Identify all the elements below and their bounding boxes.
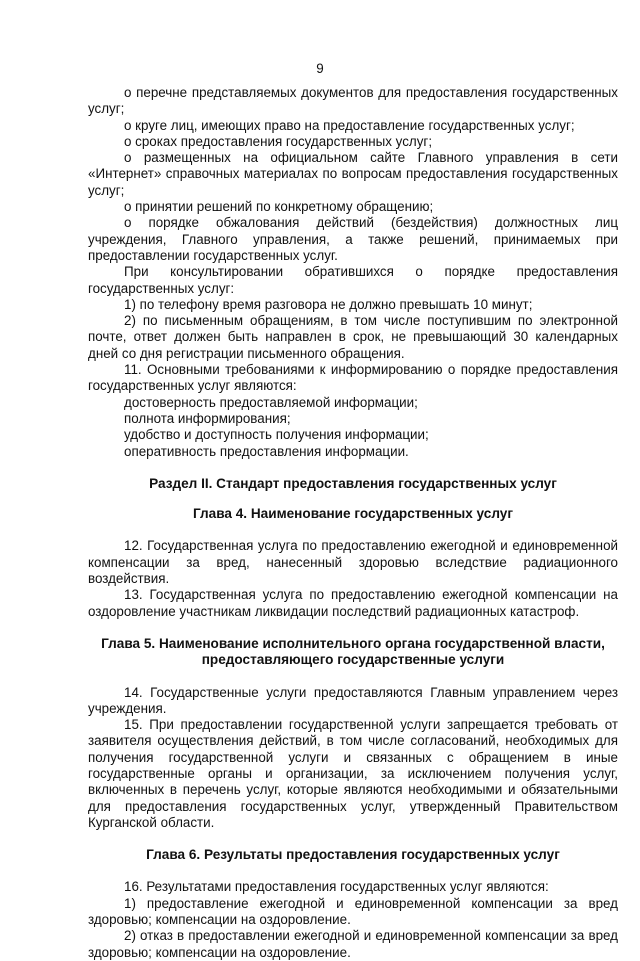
paragraph-14: 14. Государственные услуги предоставляются Главным управлением через учреждения. bbox=[88, 684, 618, 716]
paragraph-completeness: полнота информирования; bbox=[124, 410, 291, 426]
paragraph-decisions: о принятии решений по конкретному обращению; bbox=[124, 199, 434, 215]
paragraph-appeals: о порядке обжалования действий (бездействия) должностных лиц учреждения, Главного управления, а также решений, принимаемых при предоставлении государственных услуг. bbox=[88, 215, 618, 263]
paragraph-documents-list: о перечне представляемых документов для предоставления государственных услуг; bbox=[88, 85, 618, 117]
chapter-5-heading: Глава 5. Наименование исполнительного органа государственной власти, предоставляющего государственные услуги bbox=[101, 635, 605, 668]
paragraph-written-requests: 2) по письменным обращениям, в том числе поступившим по электронной почте, ответ должен быть направлен в срок, не превышающий 30 календарных дней со дня регистрации письменного обращения. bbox=[88, 313, 618, 361]
paragraph-16: 16. Результатами предоставления государственных услуг являются: bbox=[124, 879, 549, 895]
paragraph-16-item-2: 2) отказ в предоставлении ежегодной и единовременной компенсации за вред здоровью; компенсации на оздоровление. bbox=[88, 928, 618, 960]
paragraph-reliability: достоверность предоставляемой информации; bbox=[124, 394, 418, 410]
paragraph-service-terms: о сроках предоставления государственных услуг; bbox=[124, 133, 433, 149]
paragraph-consulting: При консультировании обратившихся о порядке предоставления государственных услуг: bbox=[88, 264, 618, 296]
paragraph-phone-limit: 1) по телефону время разговора не должно превышать 10 минут; bbox=[124, 296, 533, 312]
paragraph-eligible-persons: о круге лиц, имеющих право на предоставление государственных услуг; bbox=[124, 117, 575, 133]
chapter-6-heading: Глава 6. Результаты предоставления государственных услуг bbox=[146, 847, 560, 863]
paragraph-website-materials: о размещенных на официальном сайте Главного управления в сети «Интернет» справочных материалах по вопросам предоставления государственных услуг; bbox=[88, 150, 618, 198]
paragraph-15: 15. При предоставлении государственной услуги запрещается требовать от заявителя осуществления действий, в том числе согласований, необходимых для получения государственной услуги и связанных с обращением в иные государственные органы и организации, за исключением получения услуг, включенных в перечень услуг, которые являются необходимыми и обязательными для предоставления государственных услуг, утвержденный Правительством Курганской области. bbox=[88, 717, 618, 830]
paragraph-13: 13. Государственная услуга по предоставлению ежегодной компенсации на оздоровление участникам ликвидации последствий радиационных катастроф. bbox=[88, 587, 618, 619]
page-number: 9 bbox=[316, 61, 324, 76]
paragraph-requirements: 11. Основными требованиями к информированию о порядке предоставления государственных услуг являются: bbox=[88, 362, 618, 394]
chapter-4-heading: Глава 4. Наименование государственных услуг bbox=[192, 506, 514, 522]
document-body bbox=[88, 85, 618, 961]
paragraph-promptness: оперативность предоставления информации. bbox=[124, 443, 409, 459]
paragraph-12: 12. Государственная услуга по предоставлению ежегодной и единовременной компенсации за вред, нанесенный здоровью вследствие радиационного воздействия. bbox=[88, 538, 618, 587]
paragraph-convenience: удобство и доступность получения информации; bbox=[124, 427, 429, 443]
section-heading: Раздел II. Стандарт предоставления государственных услуг bbox=[149, 475, 557, 491]
paragraph-16-item-1: 1) предоставление ежегодной и единовременной компенсации за вред здоровью; компенсации на оздоровление. bbox=[88, 895, 618, 928]
